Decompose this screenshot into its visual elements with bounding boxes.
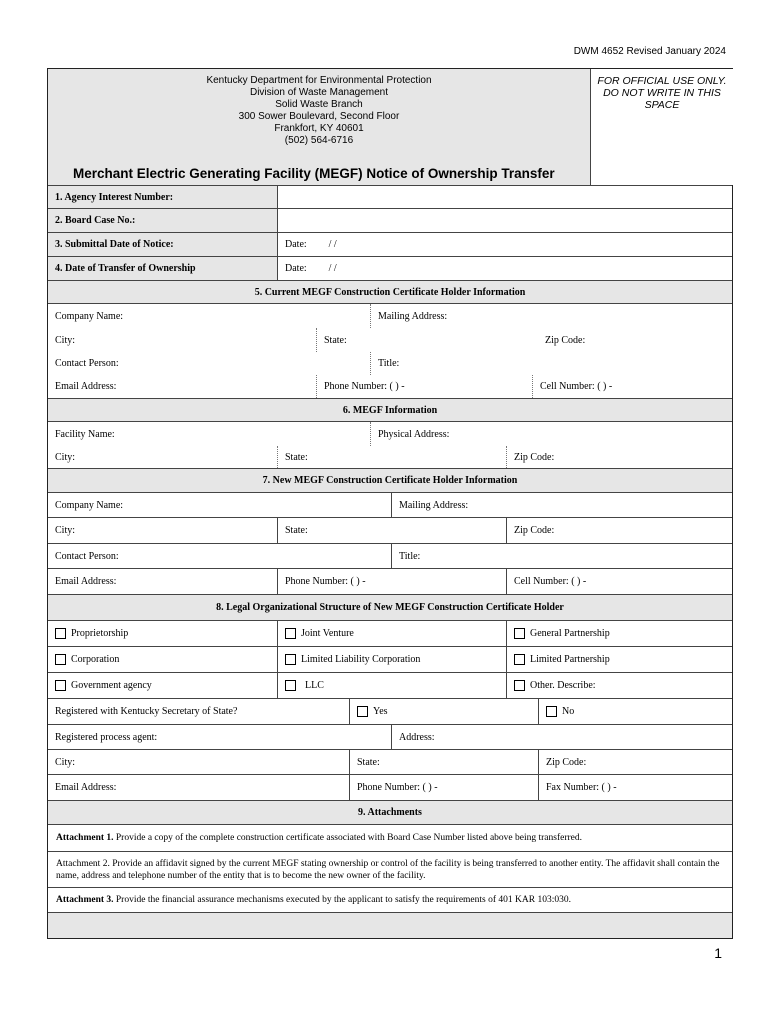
- agency-line: Kentucky Department for Environmental Protection: [206, 75, 432, 86]
- checkbox[interactable]: [285, 680, 296, 691]
- registered-yes-option[interactable]: [349, 699, 538, 724]
- option-label: Other. Describe:: [530, 680, 596, 691]
- process-agent-field[interactable]: Registered process agent:: [55, 731, 158, 743]
- checkbox[interactable]: [285, 628, 296, 639]
- s5-mailing-address[interactable]: Mailing Address:: [370, 304, 732, 328]
- section-6-header: 6. MEGF Information: [48, 399, 732, 422]
- llc-corporation-option[interactable]: [277, 647, 506, 672]
- s7-email[interactable]: Email Address:: [55, 576, 117, 587]
- option-label: Joint Venture: [301, 628, 354, 639]
- footer-shaded-band: [48, 913, 732, 938]
- attachment-3-text: Provide the financial assurance mechanisms executed by the applicant to satisfy the requirements of 401 KAR 103:030.: [113, 895, 571, 905]
- attachment-2: [48, 852, 732, 888]
- transfer-date-field[interactable]: [277, 257, 732, 280]
- s8-registered-row: [48, 699, 732, 725]
- option-label: Limited Partnership: [530, 654, 610, 665]
- s6-city-row: [48, 446, 732, 469]
- s7-title[interactable]: Title:: [391, 544, 732, 568]
- s6-zip[interactable]: Zip Code:: [506, 446, 732, 468]
- option-label: General Partnership: [530, 628, 610, 639]
- s7-city-row: [48, 518, 732, 544]
- agency-block: [48, 69, 590, 185]
- llc-option[interactable]: [277, 673, 506, 698]
- s7-email-row: [48, 569, 732, 595]
- official-use-note: FOR OFFICIAL USE ONLY. DO NOT WRITE IN THIS SPACE: [597, 75, 727, 111]
- agency-line: Solid Waste Branch: [275, 99, 363, 110]
- option-label: Government agency: [71, 680, 152, 691]
- registered-question: Registered with Kentucky Secretary of State?: [55, 706, 238, 717]
- s7-phone[interactable]: Phone Number: ( ) -: [277, 569, 506, 594]
- submittal-date-field[interactable]: [277, 233, 732, 256]
- form-title: Merchant Electric Generating Facility (MEGF) Notice of Ownership Transfer: [73, 166, 555, 181]
- proprietorship-option[interactable]: [48, 621, 277, 646]
- section-5-header: 5. Current MEGF Construction Certificate Holder Information: [48, 281, 732, 304]
- option-label: No: [562, 706, 575, 717]
- s8-row-2: [48, 647, 732, 673]
- agency-line: (502) 564-6716: [284, 135, 354, 146]
- attachment-3: [48, 888, 732, 913]
- checkbox[interactable]: [514, 654, 525, 665]
- government-agency-option[interactable]: [48, 673, 277, 698]
- s8-fax[interactable]: Fax Number: ( ) -: [538, 775, 732, 800]
- s7-state[interactable]: State:: [277, 518, 506, 543]
- s7-contact-row: [48, 544, 732, 569]
- attachment-1-text: Provide a copy of the complete construction certificate associated with Board Case Number listed above being transferred.: [113, 833, 583, 843]
- checkbox[interactable]: [546, 706, 557, 717]
- option-label: Proprietorship: [71, 628, 129, 639]
- board-case-field[interactable]: [277, 209, 732, 232]
- s8-row-1: [48, 621, 732, 647]
- s8-city-row: [48, 750, 732, 775]
- form-header: [48, 69, 732, 186]
- s8-zip[interactable]: Zip Code:: [538, 750, 732, 774]
- checkbox[interactable]: [285, 654, 296, 665]
- corporation-option[interactable]: [48, 647, 277, 672]
- option-label: LLC: [305, 680, 324, 691]
- section-9-header: 9. Attachments: [48, 801, 732, 825]
- transfer-date-row: [48, 257, 732, 281]
- submittal-date-label: 3. Submittal Date of Notice:: [48, 233, 277, 256]
- s5-city-row: [48, 328, 732, 352]
- checkbox[interactable]: [514, 628, 525, 639]
- s5-company-row: [48, 304, 732, 328]
- submittal-date-row: [48, 233, 732, 257]
- s5-email-row: [48, 375, 732, 399]
- s7-company-name[interactable]: Company Name:: [55, 499, 124, 511]
- s5-contact-person[interactable]: Contact Person:: [55, 358, 119, 369]
- s5-company-name[interactable]: Company Name:: [55, 310, 124, 322]
- section-7-header: 7. New MEGF Construction Certificate Holder Information: [48, 469, 732, 493]
- attachment-1: [48, 825, 732, 852]
- checkbox[interactable]: [357, 706, 368, 717]
- s7-city[interactable]: City:: [55, 525, 76, 536]
- s8-email[interactable]: Email Address:: [55, 782, 117, 793]
- other-option[interactable]: [506, 673, 732, 698]
- form-table: [47, 68, 733, 939]
- attachment-3-label: Attachment 3.: [56, 895, 114, 905]
- checkbox[interactable]: [514, 680, 525, 691]
- agency-address: [48, 75, 590, 147]
- s7-zip[interactable]: Zip Code:: [506, 518, 732, 543]
- s5-contact-row: [48, 352, 732, 375]
- s8-row-3: [48, 673, 732, 699]
- s6-facility-row: [48, 422, 732, 446]
- s5-phone[interactable]: Phone Number: ( ) -: [316, 375, 538, 398]
- general-partnership-option[interactable]: [506, 621, 732, 646]
- registered-no-option[interactable]: [538, 699, 732, 724]
- date-label: Date:: [285, 239, 307, 250]
- s6-state[interactable]: State:: [277, 446, 506, 468]
- checkbox[interactable]: [55, 654, 66, 665]
- s5-email[interactable]: Email Address:: [55, 381, 117, 392]
- revision-note: DWM 4652 Revised January 2024: [573, 46, 726, 57]
- s5-title[interactable]: Title:: [370, 352, 732, 375]
- s6-city[interactable]: City:: [55, 451, 76, 463]
- agency-interest-label: 1. Agency Interest Number:: [48, 186, 277, 208]
- s8-state[interactable]: State:: [349, 750, 538, 774]
- agency-line: 300 Sower Boulevard, Second Floor: [238, 111, 400, 122]
- s7-company-row: [48, 493, 732, 518]
- s8-city[interactable]: City:: [55, 756, 76, 768]
- s6-facility-name[interactable]: Facility Name:: [55, 428, 115, 440]
- option-label: Corporation: [71, 654, 120, 665]
- joint-venture-option[interactable]: [277, 621, 506, 646]
- checkbox[interactable]: [55, 628, 66, 639]
- official-use-box: [590, 69, 733, 185]
- s8-email-row: [48, 775, 732, 801]
- s5-zip[interactable]: Zip Code:: [545, 334, 586, 346]
- limited-partnership-option[interactable]: [506, 647, 732, 672]
- s5-state[interactable]: State:: [316, 328, 538, 352]
- board-case-row: [48, 209, 732, 233]
- section-8-header: 8. Legal Organizational Structure of New MEGF Construction Certificate Holder: [48, 595, 732, 621]
- option-label: Limited Liability Corporation: [301, 654, 421, 665]
- s7-mailing-address[interactable]: Mailing Address:: [391, 493, 732, 517]
- agent-address-field[interactable]: Address:: [391, 725, 732, 749]
- date-slashes: / /: [328, 263, 337, 274]
- agency-interest-row: [48, 186, 732, 209]
- s5-city[interactable]: City:: [55, 334, 76, 346]
- s5-cell[interactable]: Cell Number: ( ) -: [532, 375, 732, 398]
- s6-physical-address[interactable]: Physical Address:: [370, 422, 732, 446]
- s8-phone[interactable]: Phone Number: ( ) -: [349, 775, 538, 800]
- checkbox[interactable]: [55, 680, 66, 691]
- agency-line: Frankfort, KY 40601: [274, 123, 364, 134]
- date-slashes: / /: [328, 239, 337, 250]
- board-case-label: 2. Board Case No.:: [48, 209, 277, 232]
- date-label: Date:: [285, 263, 307, 274]
- page-number: 1: [714, 945, 722, 961]
- s7-contact-person[interactable]: Contact Person:: [55, 550, 119, 562]
- attachment-1-label: Attachment 1.: [56, 833, 114, 843]
- option-label: Yes: [373, 706, 388, 717]
- attachment-2-text: Attachment 2. Provide an affidavit signed by the current MEGF stating ownership or control of the facility is being transferred to another entity. The affidavit shall contain the name, address and telephone number of the entity that is to become the new owner of the facility.: [56, 858, 720, 881]
- s7-cell[interactable]: Cell Number: ( ) -: [506, 569, 732, 594]
- agency-line: Division of Waste Management: [249, 87, 389, 98]
- transfer-date-label: 4. Date of Transfer of Ownership: [48, 257, 277, 280]
- agency-interest-field[interactable]: [277, 186, 732, 208]
- s8-agent-row: [48, 725, 732, 750]
